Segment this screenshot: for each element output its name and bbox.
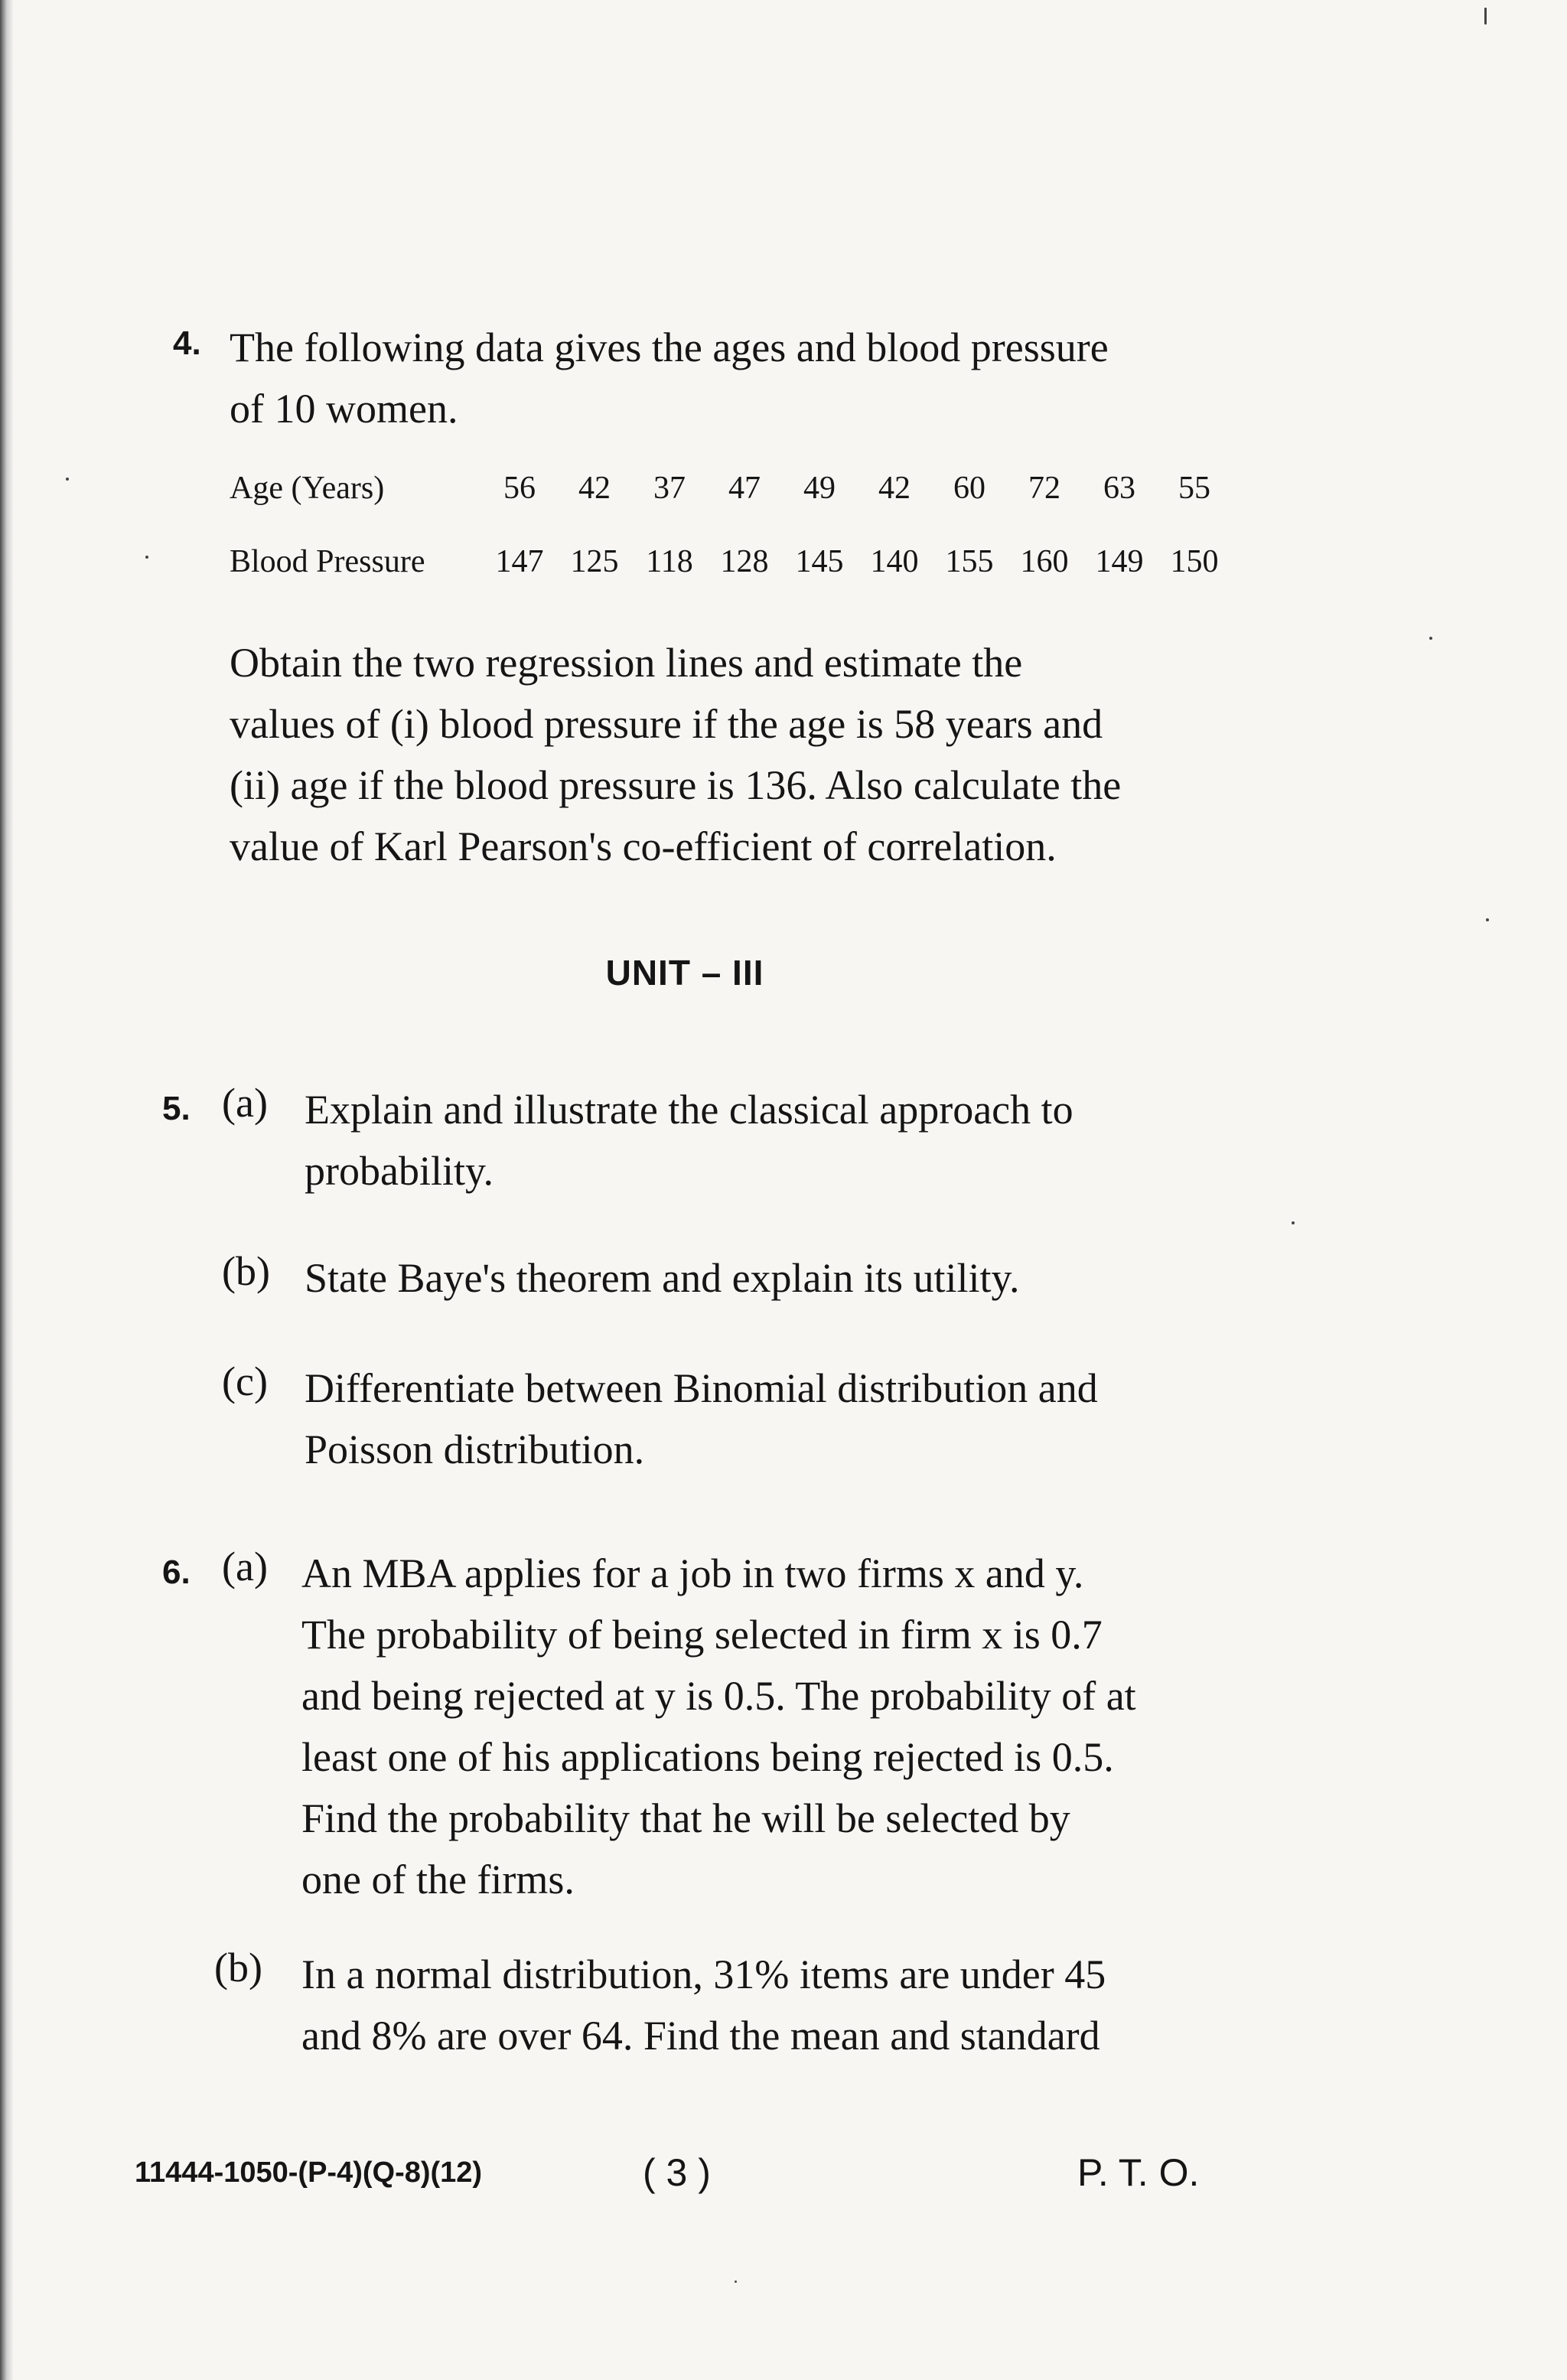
question-6-number: 6.	[162, 1554, 191, 1591]
table-cell: 140	[870, 544, 919, 579]
question-4-intro-line: The following data gives the ages and blood pressure	[230, 324, 1109, 370]
question-6a-text	[301, 1543, 1236, 1910]
table-cell: 125	[570, 544, 619, 579]
scan-speck	[1292, 1221, 1295, 1224]
table-cell: 72	[1028, 471, 1060, 506]
question-5c-label: (c)	[222, 1358, 268, 1404]
question-4-intro	[230, 317, 1240, 439]
table-cell: 60	[953, 471, 985, 506]
question-4-number: 4.	[173, 324, 201, 362]
question-6a-label: (a)	[222, 1544, 268, 1589]
question-5b-text	[305, 1247, 1238, 1309]
question-4-intro-line: of 10 women.	[230, 386, 458, 432]
paper-code: 11444-1050-(P-4)(Q-8)(12)	[135, 2157, 483, 2189]
scan-speck	[1486, 918, 1489, 921]
table-cell: 160	[1020, 544, 1069, 579]
unit-heading: UNIT – III	[605, 953, 764, 993]
text-line: An MBA applies for a job in two firms x and y.	[301, 1550, 1084, 1596]
table-cell: 150	[1170, 544, 1219, 579]
row-label: Age (Years)	[230, 471, 385, 506]
scan-speck	[1484, 8, 1487, 24]
table-cell: 155	[945, 544, 994, 579]
text-line: and 8% are over 64. Find the mean and standard	[301, 2013, 1100, 2059]
table-cell: 37	[653, 471, 686, 506]
scan-edge	[0, 0, 14, 2380]
pto-note: P. T. O.	[1077, 2151, 1200, 2194]
text-line: Explain and illustrate the classical approach to	[305, 1087, 1073, 1133]
text-line: State Baye's theorem and explain its utility.	[305, 1255, 1020, 1301]
table-cell: 118	[646, 544, 693, 579]
text-line: one of the firms.	[301, 1857, 575, 1902]
table-cell: 55	[1178, 471, 1210, 506]
text-line: Poisson distribution.	[305, 1426, 645, 1472]
table-cell: 49	[803, 471, 836, 506]
question-5b-label: (b)	[222, 1248, 270, 1294]
table-cell: 149	[1095, 544, 1144, 579]
table-row-blood-pressure	[230, 525, 1232, 598]
text-line: The probability of being selected in firm x is 0.7	[301, 1612, 1103, 1658]
question-6b-label: (b)	[214, 1945, 262, 1990]
table-cell: 145	[795, 544, 844, 579]
question-5a-label: (a)	[222, 1080, 268, 1126]
table-cell: 147	[495, 544, 544, 579]
scan-speck	[145, 556, 148, 559]
text-line: Find the probability that he will be selected by	[301, 1795, 1070, 1841]
instruction-line: value of Karl Pearson's co-efficient of correlation.	[230, 823, 1057, 869]
table-row-age	[230, 452, 1232, 525]
instruction-line: Obtain the two regression lines and estimate the	[230, 640, 1023, 686]
text-line: least one of his applications being rejected is 0.5.	[301, 1734, 1114, 1780]
page-number: ( 3 )	[643, 2151, 711, 2194]
question-5-number: 5.	[162, 1090, 191, 1127]
table-cell: 128	[720, 544, 769, 579]
question-5c-text	[305, 1358, 1238, 1480]
text-line: probability.	[305, 1148, 494, 1194]
text-line: and being rejected at y is 0.5. The probability of at	[301, 1673, 1136, 1719]
table-cell: 63	[1103, 471, 1135, 506]
row-label: Blood Pressure	[230, 544, 425, 579]
question-5a-text	[305, 1079, 1238, 1201]
table-cell: 47	[728, 471, 761, 506]
text-line: In a normal distribution, 31% items are under 45	[301, 1951, 1106, 1997]
table-cell: 56	[503, 471, 536, 506]
question-4-instructions	[230, 632, 1240, 877]
scan-speck	[66, 478, 69, 481]
table-cell: 42	[878, 471, 911, 506]
scan-speck	[735, 2281, 737, 2283]
age-blood-pressure-table	[230, 452, 1232, 598]
text-line: Differentiate between Binomial distribution and	[305, 1365, 1098, 1411]
question-6b-text	[301, 1944, 1236, 2066]
table-cell: 42	[578, 471, 611, 506]
instruction-line: values of (i) blood pressure if the age is 58 years and	[230, 701, 1103, 747]
instruction-line: (ii) age if the blood pressure is 136. Also calculate the	[230, 762, 1122, 808]
scan-speck	[1429, 637, 1432, 640]
